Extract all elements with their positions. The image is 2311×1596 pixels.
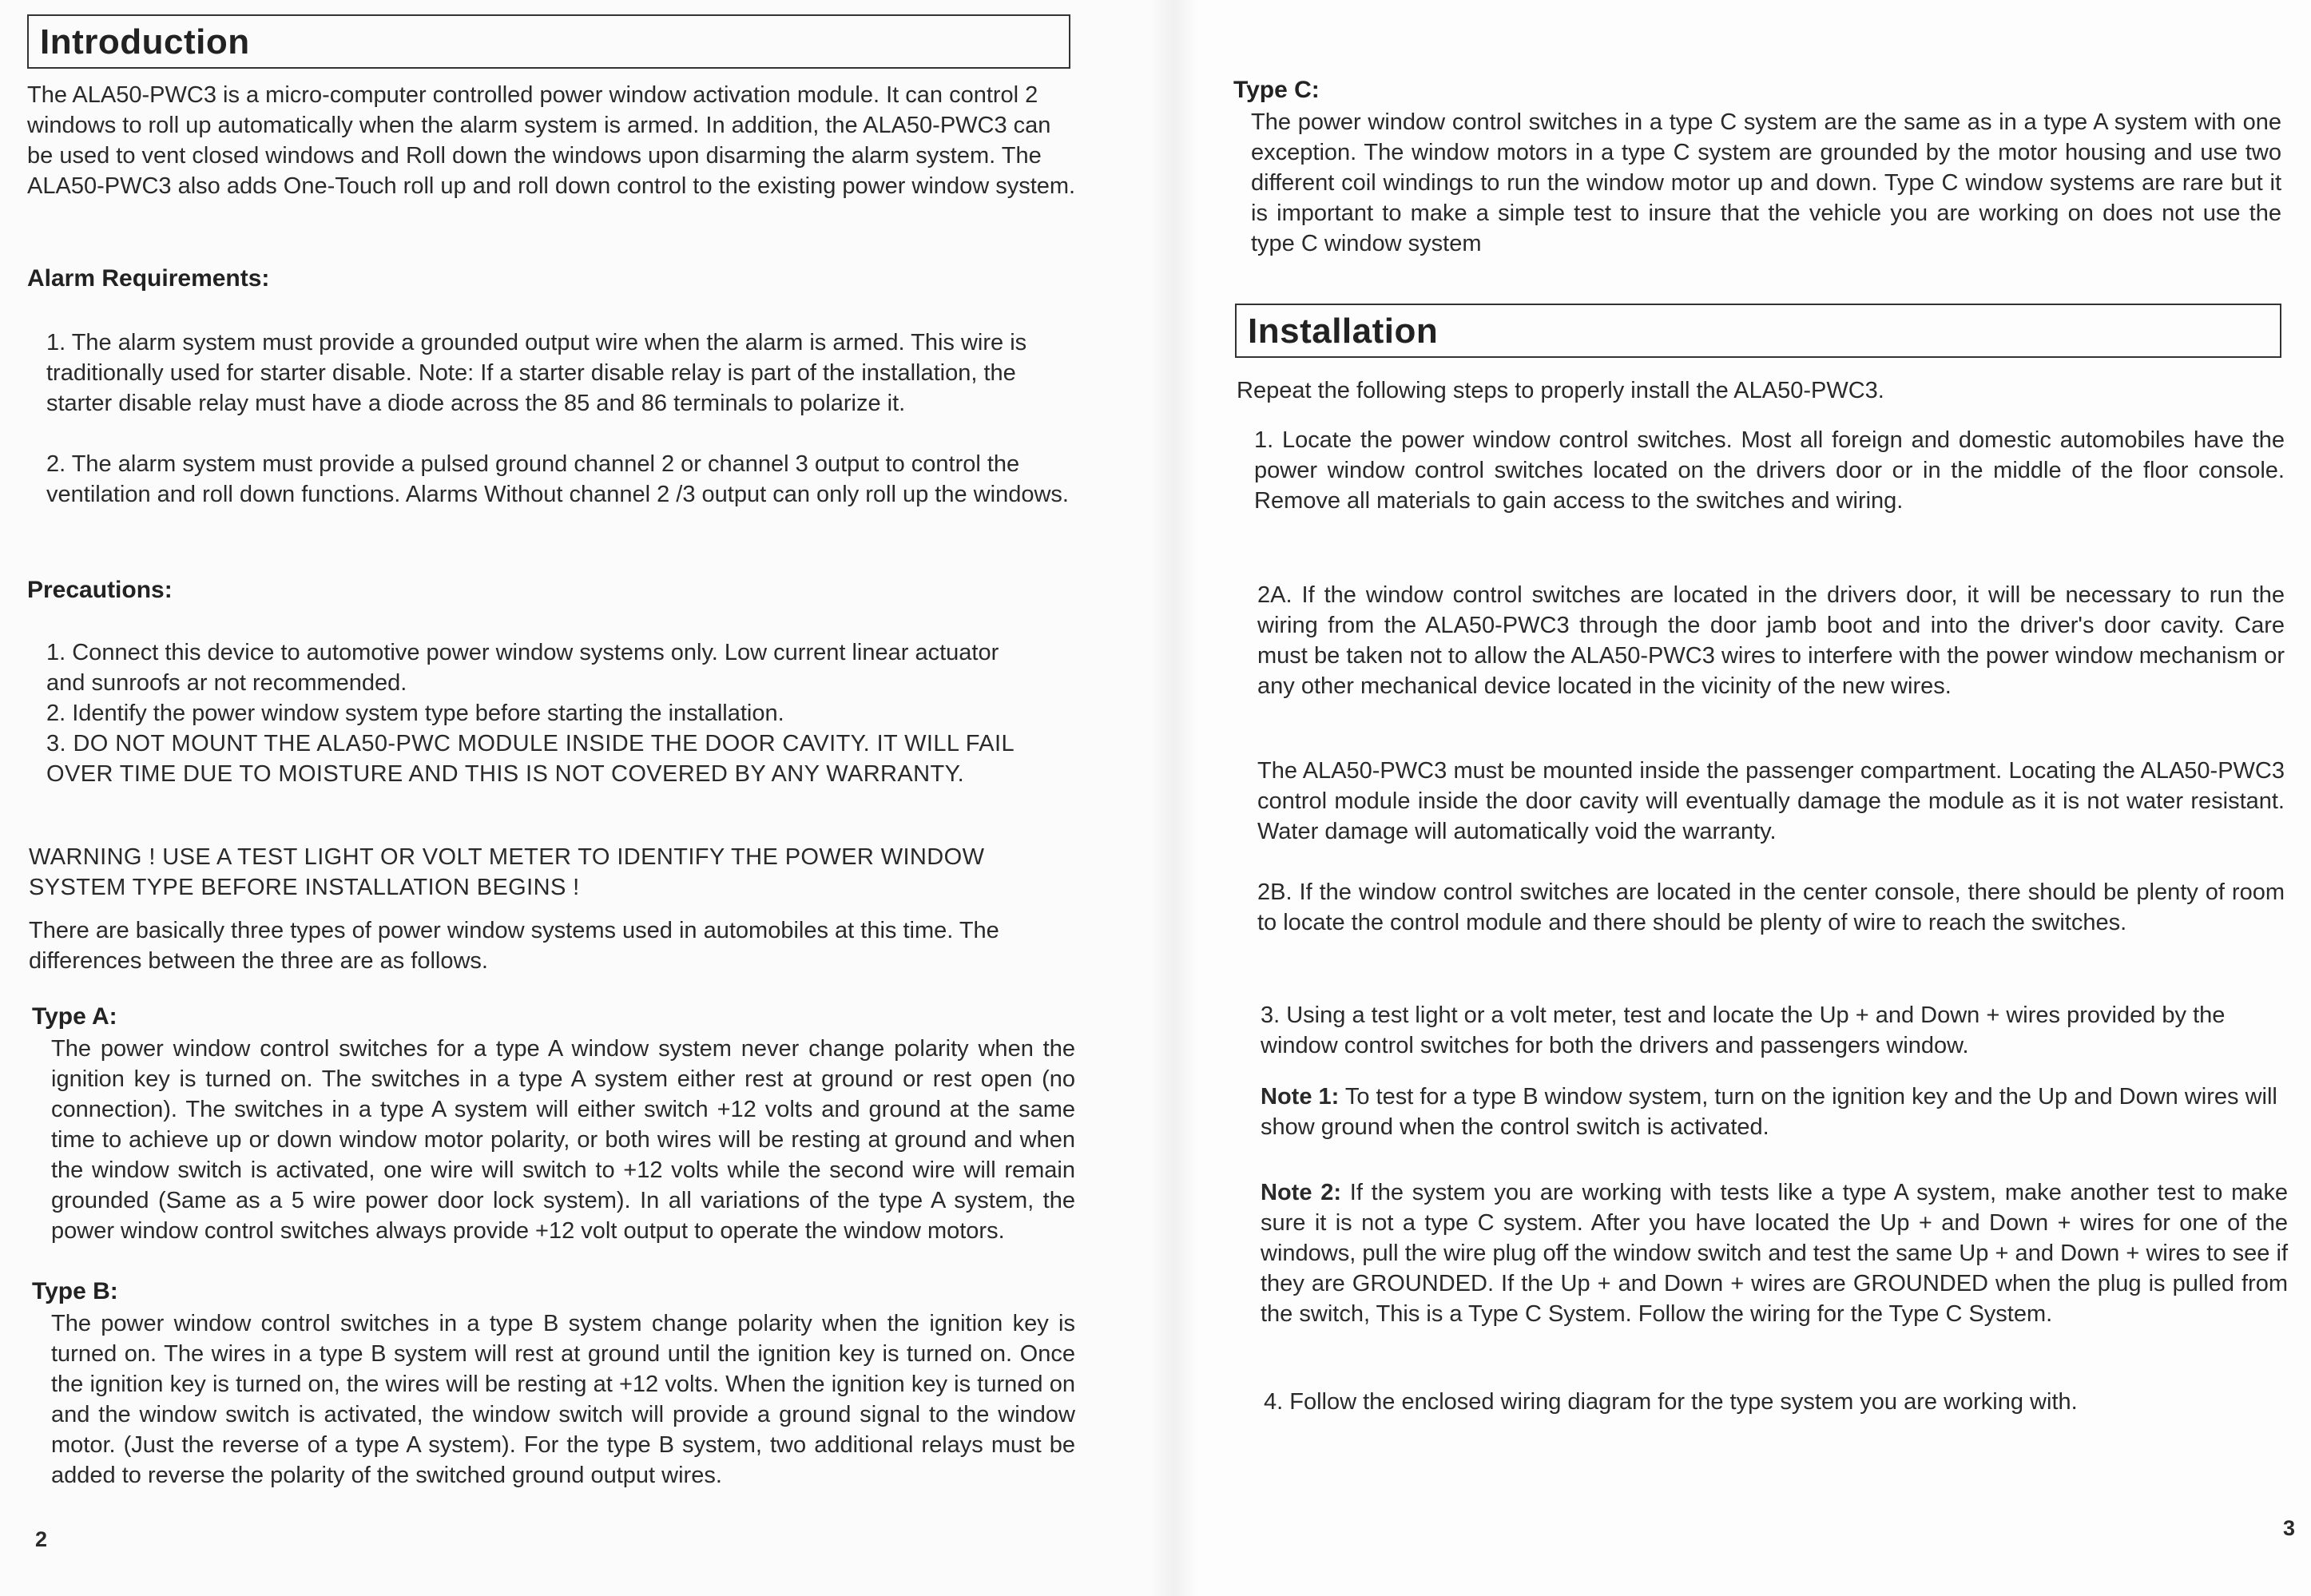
alarm-requirement-2: 2. The alarm system must provide a pulsed ground channel 2 or channel 3 output to control the ventilation and roll down functions. Alarms Without channel 2 /3 output can only roll up the windows.: [46, 451, 1069, 507]
installation-step-1: 1. Locate the power window control switches. Most all foreign and domestic automobiles have the power window control switches located on the drivers door or in the middle of the floor console. Remove all materials to gain access to the switches and wiring.: [1254, 427, 2285, 514]
introduction-title: Introduction: [27, 14, 1070, 69]
type-c-text: The power window control switches in a type C system are the same as in a type A system with one exception. The window motors in a type C system are grounded by the motor housing and use two different coil windings to run the window motor up and down. Type C window systems are rare but it is important to make a simple test to insure that the vehicle you are working on does not use the type C window system: [1251, 109, 2281, 256]
right-page: [1198, 0, 2311, 1596]
installation-step-3: 3. Using a test light or a volt meter, test and locate the Up + and Down + wires provided by the window control switches for both the drivers and passengers window.: [1261, 1002, 2226, 1058]
alarm-requirements-heading: Alarm Requirements:: [27, 265, 270, 292]
precautions-heading: Precautions:: [27, 577, 173, 603]
page-fold: [1150, 0, 1198, 1596]
alarm-requirement-1: 1. The alarm system must provide a grounded output wire when the alarm is armed. This wire is traditionally used for starter disable. Note: If a starter disable relay is part of the installation, the starter disable relay must have a diode across the 85 and 86 terminals to polarize it.: [46, 330, 1027, 416]
note-2: [1261, 1177, 2288, 1329]
note-2-text: If the system you are working with tests like a type A system, make another test to make sure it is not a type C system. After you have located the Up + and Down + wires for one of the windows, pull the wire plug off the window switch and test the same Up + and Down + wires to see if they are GROUNDED. If the Up + and Down + wires are GROUNDED when the plug is pulled from the switch, This is a Type C System. Follow the wiring for the Type C System.: [1261, 1180, 2288, 1327]
page-number: 3: [2283, 1516, 2296, 1540]
left-page: [0, 0, 1150, 1596]
note-2-label: Note 2:: [1261, 1180, 1341, 1205]
type-a-heading: Type A:: [32, 1003, 117, 1030]
precaution-1: 1. Connect this device to automotive power window systems only. Low current linear actuator and sunroofs ar not recommended.: [46, 640, 999, 696]
warning-text: WARNING ! USE A TEST LIGHT OR VOLT METER TO IDENTIFY THE POWER WINDOW SYSTEM TYPE BEFORE INSTALLATION BEGINS !: [29, 844, 985, 900]
note-1-text: To test for a type B window system, turn on the ignition key and the Up and Down wires will show ground when the control switch is activated.: [1261, 1084, 2277, 1140]
installation-intro: Repeat the following steps to properly install the ALA50-PWC3.: [1237, 378, 1884, 403]
introduction-text: The ALA50-PWC3 is a micro-computer controlled power window activation module. It can control 2 windows to roll up automatically when the alarm system is armed. In addition, the ALA50-PWC3 can be used to vent closed windows and Roll down the windows upon disarming the alarm system. The ALA50-PWC3 also adds One-Touch roll up and roll down control to the existing power window system.: [27, 82, 1076, 199]
mounting-note: The ALA50-PWC3 must be mounted inside the passenger compartment. Locating the ALA50-PWC3 control module inside the door cavity will eventually damage the module as it is not water resistant. Water damage will automatically void the warranty.: [1257, 758, 2285, 844]
type-c-heading: Type C:: [1233, 77, 1320, 103]
types-intro: There are basically three types of power window systems used in automobiles at this time. The differences between the three are as follows.: [29, 918, 999, 974]
precaution-2: 2. Identify the power window system type before starting the installation.: [46, 701, 784, 726]
installation-step-4: 4. Follow the enclosed wiring diagram for the type system you are working with.: [1264, 1389, 2078, 1415]
note-1: [1261, 1082, 2286, 1142]
note-1-label: Note 1:: [1261, 1084, 1340, 1110]
page-number: 2: [35, 1527, 48, 1551]
precaution-3: 3. DO NOT MOUNT THE ALA50-PWC MODULE INSIDE THE DOOR CAVITY. IT WILL FAIL OVER TIME DUE TO MOISTURE AND THIS IS NOT COVERED BY ANY WARRANTY.: [46, 731, 1014, 787]
installation-step-2b: 2B. If the window control switches are located in the center console, there should be plenty of room to locate the control module and there should be plenty of wire to reach the switches.: [1257, 879, 2285, 935]
type-a-text: The power window control switches for a type A window system never change polarity when the ignition key is turned on. The switches in a type A system either rest at ground or rest open (no connection). The switches in a type A system will either switch +12 volts and ground at the same time to achieve up or down window motor polarity, or both wires will be resting at ground and when the window switch is activated, one wire will switch to +12 volts while the second wire will remain grounded (Same as a 5 wire power door lock system). In all variations of the type A system, the power window control switches always provide +12 volt output to operate the window motors.: [51, 1036, 1075, 1244]
installation-title: Installation: [1235, 304, 2281, 358]
type-b-heading: Type B:: [32, 1278, 118, 1304]
type-b-text: The power window control switches in a type B system change polarity when the ignition key is turned on. The wires in a type B system will rest at ground until the ignition key is turned on. Once the ignition key is turned on, the wires will be resting at +12 volts. When the ignition key is turned on and the window switch is activated, the window switch will provide a ground signal to the window motor. (Just the reverse of a type A system). For the type B system, two additional relays must be added to reverse the polarity of the switched ground output wires.: [51, 1311, 1075, 1488]
installation-step-2a: 2A. If the window control switches are located in the drivers door, it will be necessary to run the wiring from the ALA50-PWC3 through the door jamb boot and into the driver's door cavity. Care must be taken not to allow the ALA50-PWC3 wires to interfere with the power window mechanism or any other mechanical device located in the vicinity of the new wires.: [1257, 582, 2285, 699]
